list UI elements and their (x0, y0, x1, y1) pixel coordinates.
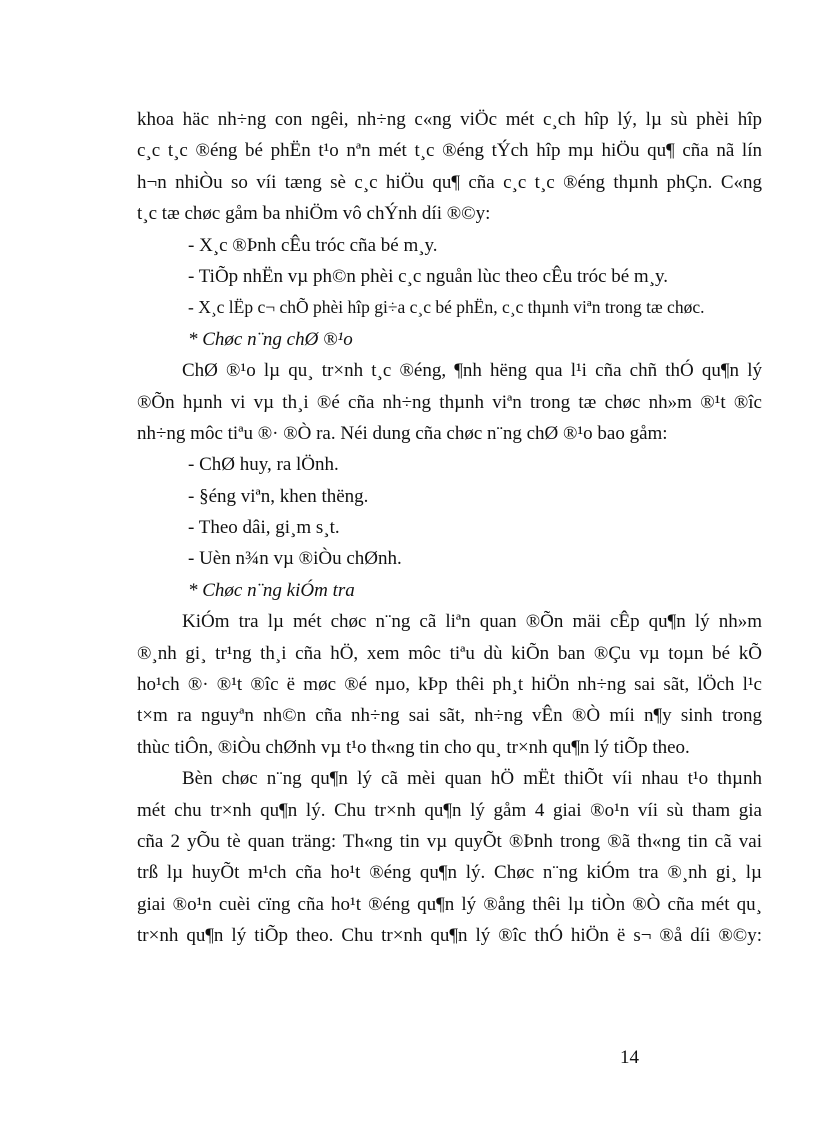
paragraph-line: giai ®o¹n cuèi cïng cña ho¹t ®éng qu¶n lý ®ång thêi lµ tiÒn ®Ò cña mét qu¸ (137, 893, 762, 915)
paragraph-line: t×m ra nguyªn nh©n cña nh÷ng sai sãt, nh÷ng vÊn ®Ò míi n¶y sinh trong (137, 705, 762, 727)
paragraph-line: nh÷ng môc tiªu ®· ®Ò ra. Néi dung cña chøc n¨ng chØ ®¹o bao gåm: (137, 422, 668, 444)
paragraph-line: ®¸nh gi¸ tr¹ng th¸i cña hÖ, xem môc tiªu dù kiÕn ban ®Çu vµ toµn bé kÕ (137, 642, 762, 664)
paragraph-line: c¸c t¸c ®éng bé phËn t¹o nªn mét t¸c ®éng tÝch hîp mµ hiÖu qu¶ cña nã lín (137, 140, 762, 162)
paragraph-line: KiÓm tra lµ mét chøc n¨ng cã liªn quan ®Õn mäi cÊp qu¶n lý nh»m (182, 611, 762, 633)
paragraph-line: thùc tiÔn, ®iÒu chØnh vµ t¹o th«ng tin cho qu¸ tr×nh qu¶n lý tiÕp theo. (137, 736, 690, 758)
paragraph-line: t¸c tæ chøc gåm ba nhiÖm vô chÝnh díi ®©y: (137, 203, 491, 225)
list-item: - X¸c ®Þnh cÊu tróc cña bé m¸y. (188, 234, 438, 256)
section-heading-inspection: * Chøc n¨ng kiÓm tra (188, 579, 355, 601)
list-item: - §éng viªn, khen thëng. (188, 485, 369, 507)
list-item: - TiÕp nhËn vµ ph©n phèi c¸c nguån lùc theo cÊu tróc bé m¸y. (188, 265, 669, 287)
list-item: - ChØ huy, ra lÖnh. (188, 454, 339, 476)
paragraph-line: ho¹ch ®· ®¹t ®îc ë møc ®é nµo, kÞp thêi ph¸t hiÖn nh÷ng sai sãt, lÖch l¹c (137, 674, 762, 696)
paragraph-line: Bèn chøc n¨ng qu¶n lý cã mèi quan hÖ mËt thiÕt víi nhau t¹o thµnh (182, 768, 762, 790)
section-heading-direction: * Chøc n¨ng chØ ®¹o (188, 328, 353, 350)
paragraph-line: ®Õn hµnh vi vµ th¸i ®é cña nh÷ng thµnh viªn trong tæ chøc nh»m ®¹t ®îc (137, 391, 762, 413)
list-item: - Uèn n¾n vµ ®iÒu chØnh. (188, 548, 402, 570)
paragraph-line: mét chu tr×nh qu¶n lý. Chu tr×nh qu¶n lý gåm 4 giai ®o¹n víi sù tham gia (137, 799, 762, 821)
paragraph-line: khoa häc nh÷ng con ngêi, nh÷ng c«ng viÖc mét c¸ch hîp lý, lµ sù phèi hîp (137, 109, 762, 130)
page-number: 14 (620, 1047, 639, 1068)
paragraph-line: tr×nh qu¶n lý tiÕp theo. Chu tr×nh qu¶n lý ®îc thÓ hiÖn ë s¬ ®å díi ®©y: (137, 925, 762, 947)
paragraph-line: h¬n nhiÒu so víi tæng sè c¸c hiÖu qu¶ cña c¸c t¸c ®éng thµnh phÇn. C«ng (137, 171, 762, 193)
body-text (137, 104, 762, 952)
list-item: - Theo dâi, gi¸m s¸t. (188, 517, 340, 539)
list-item: - X¸c lËp c¬ chÕ phèi hîp gi÷a c¸c bé phËn, c¸c thµnh viªn trong tæ chøc. (188, 297, 705, 318)
paragraph-line: trß lµ huyÕt m¹ch cña ho¹t ®éng qu¶n lý. Chøc n¨ng kiÓm tra ®¸nh gi¸ lµ (137, 862, 762, 884)
paragraph-line: ChØ ®¹o lµ qu¸ tr×nh t¸c ®éng, ¶nh hëng qua l¹i cña chñ thÓ qu¶n lý (182, 360, 762, 382)
paragraph-line: cña 2 yÕu tè quan träng: Th«ng tin vµ quyÕt ®Þnh trong ®ã th«ng tin cã vai (137, 830, 762, 852)
